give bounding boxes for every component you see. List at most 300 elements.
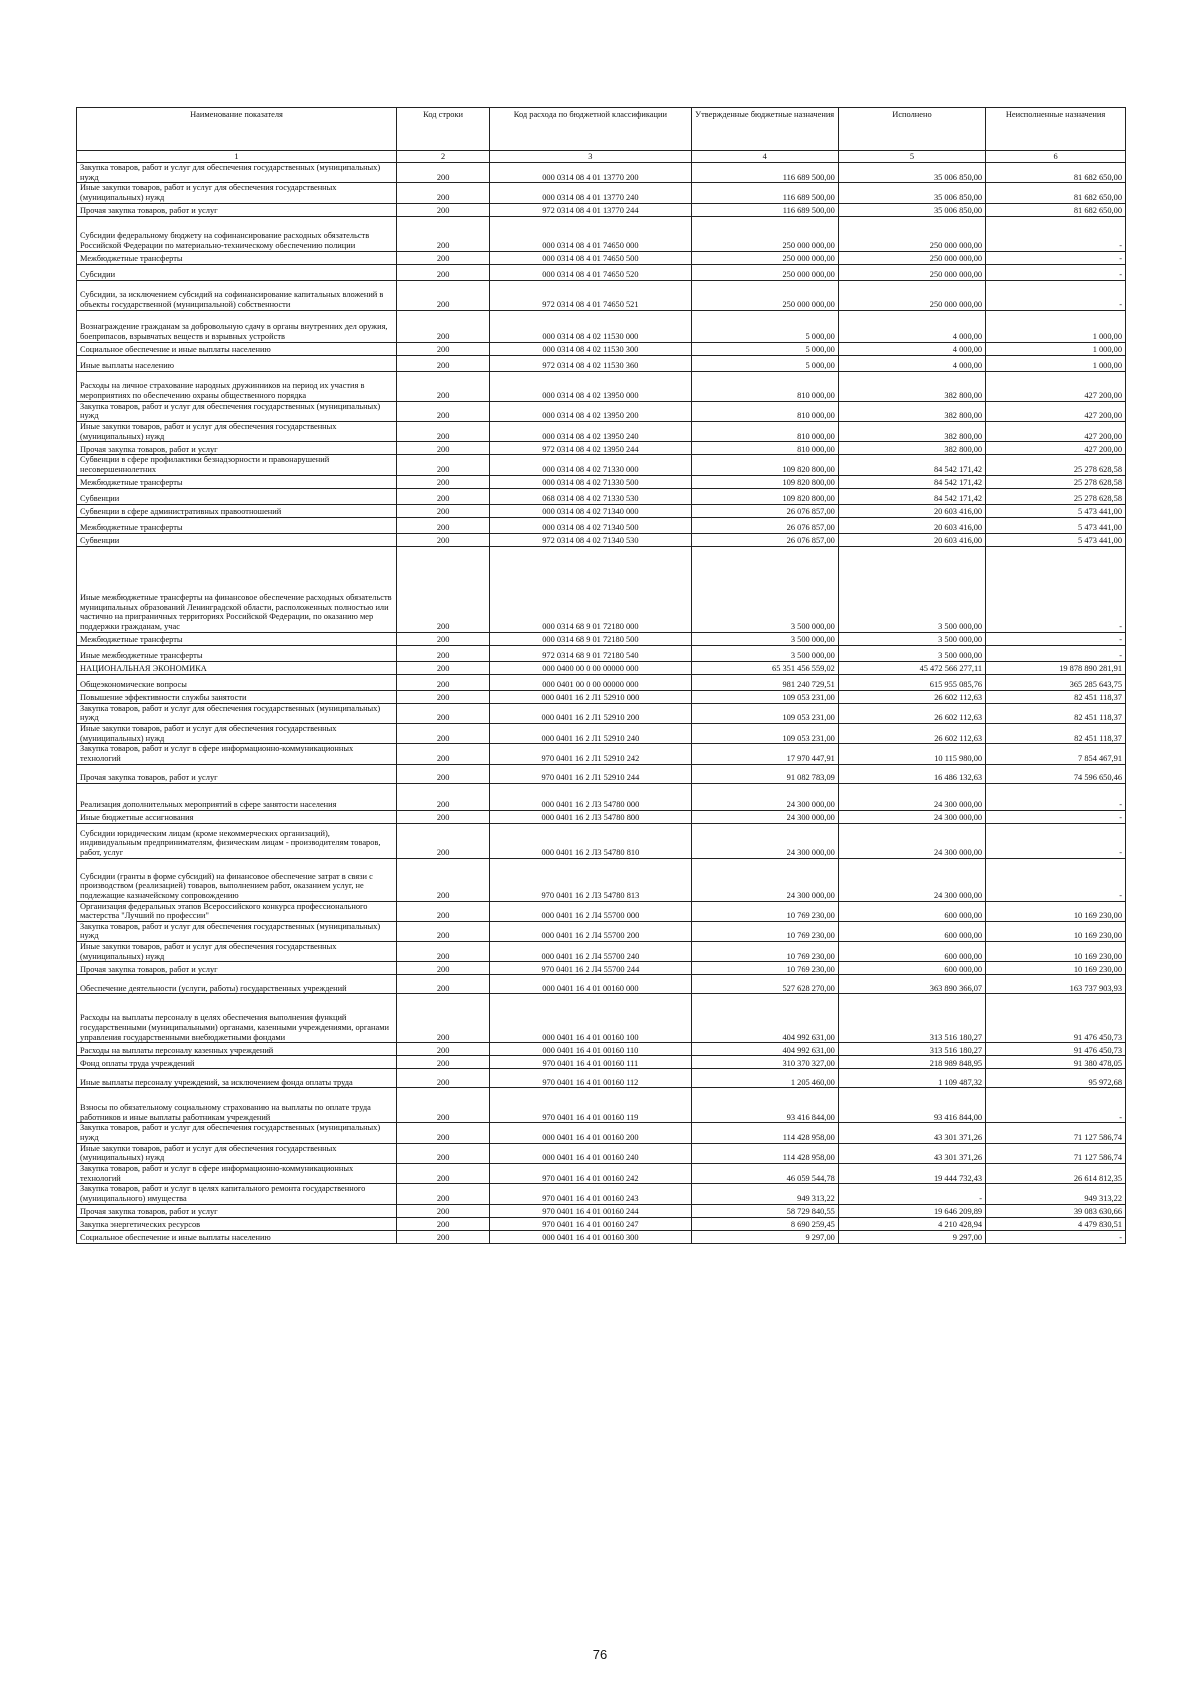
table-cell-line-code: 200: [396, 1164, 489, 1184]
table-cell-unexecuted: 163 737 903,93: [986, 975, 1126, 994]
table-cell-approved: 810 000,00: [691, 421, 838, 441]
table-cell-approved: 91 082 783,09: [691, 764, 838, 783]
table-cell-executed: 313 516 180,27: [838, 994, 985, 1043]
table-cell-line-code: 200: [396, 975, 489, 994]
table-cell-approved: 26 076 857,00: [691, 517, 838, 533]
table-cell-unexecuted: 949 313,22: [986, 1184, 1126, 1204]
table-cell-executed: 600 000,00: [838, 942, 985, 962]
table-cell-approved: 114 428 958,00: [691, 1123, 838, 1143]
table-cell-name: Повышение эффективности службы занятости: [77, 690, 397, 703]
table-row: [77, 442, 1126, 455]
header-unexecuted: Неисполненные назначения: [986, 108, 1126, 151]
table-row: [77, 183, 1126, 203]
table-cell-classification-code: 000 0401 16 2 Л1 52910 000: [490, 690, 691, 703]
table-cell-classification-code: 000 0401 16 2 Л4 55700 200: [490, 921, 691, 941]
table-cell-unexecuted: -: [986, 858, 1126, 901]
header-executed: Исполнено: [838, 108, 985, 151]
table-cell-unexecuted: -: [986, 810, 1126, 823]
table-cell-approved: 3 500 000,00: [691, 632, 838, 645]
table-row: [77, 421, 1126, 441]
table-row: [77, 1123, 1126, 1143]
table-cell-line-code: 200: [396, 517, 489, 533]
table-cell-name: Иные бюджетные ассигнования: [77, 810, 397, 823]
table-cell-line-code: 200: [396, 764, 489, 783]
table-cell-classification-code: 000 0314 68 9 01 72180 500: [490, 632, 691, 645]
table-cell-name: Субвенции в сфере административных правоотношений: [77, 504, 397, 517]
column-number: 2: [396, 151, 489, 163]
table-cell-approved: 26 076 857,00: [691, 504, 838, 517]
table-cell-executed: 10 115 980,00: [838, 744, 985, 764]
table-cell-line-code: 200: [396, 690, 489, 703]
table-cell-unexecuted: 82 451 118,37: [986, 703, 1126, 723]
table-cell-line-code: 200: [396, 421, 489, 441]
table-cell-executed: 1 109 487,32: [838, 1069, 985, 1088]
table-cell-approved: 250 000 000,00: [691, 280, 838, 310]
table-row: [77, 1056, 1126, 1069]
table-cell-line-code: 200: [396, 661, 489, 674]
table-cell-classification-code: 000 0401 16 2 Л1 52910 200: [490, 703, 691, 723]
table-body: [77, 163, 1126, 1244]
table-cell-line-code: 200: [396, 342, 489, 355]
table-cell-line-code: 200: [396, 1123, 489, 1143]
table-row: [77, 674, 1126, 690]
table-cell-unexecuted: -: [986, 783, 1126, 810]
table-cell-classification-code: 000 0401 16 4 01 00160 300: [490, 1230, 691, 1243]
table-cell-approved: 5 000,00: [691, 310, 838, 342]
table-row: [77, 764, 1126, 783]
column-number: 5: [838, 151, 985, 163]
table-cell-approved: 24 300 000,00: [691, 823, 838, 858]
table-cell-classification-code: 000 0314 08 4 01 74650 520: [490, 264, 691, 280]
header-budget-classification-code: Код расхода по бюджетной классификации: [490, 108, 691, 151]
table-cell-classification-code: 000 0401 16 4 01 00160 240: [490, 1143, 691, 1163]
table-cell-name: Иные закупки товаров, работ и услуг для обеспечения государственных (муниципальных) нужд: [77, 183, 397, 203]
table-cell-line-code: 200: [396, 645, 489, 661]
table-cell-executed: 4 210 428,94: [838, 1217, 985, 1230]
table-cell-executed: 35 006 850,00: [838, 183, 985, 203]
table-cell-classification-code: 000 0314 08 4 01 13770 200: [490, 163, 691, 183]
table-row: [77, 533, 1126, 546]
table-cell-name: Расходы на выплаты персоналу казенных учреждений: [77, 1043, 397, 1056]
table-cell-name: Закупка товаров, работ и услуг для обеспечения государственных (муниципальных) нужд: [77, 921, 397, 941]
table-row: [77, 517, 1126, 533]
table-cell-approved: 250 000 000,00: [691, 251, 838, 264]
table-cell-line-code: 200: [396, 1069, 489, 1088]
table-cell-approved: 58 729 840,55: [691, 1204, 838, 1217]
table-cell-line-code: 200: [396, 455, 489, 475]
table-cell-line-code: 200: [396, 783, 489, 810]
table-cell-line-code: 200: [396, 1088, 489, 1123]
table-cell-unexecuted: -: [986, 823, 1126, 858]
table-row: [77, 810, 1126, 823]
page-number: 76: [592, 1647, 608, 1662]
table-cell-approved: 810 000,00: [691, 371, 838, 401]
table-cell-unexecuted: 81 682 650,00: [986, 203, 1126, 216]
table-cell-name: Фонд оплаты труда учреждений: [77, 1056, 397, 1069]
table-cell-classification-code: 972 0314 08 4 02 71340 530: [490, 533, 691, 546]
table-cell-executed: 93 416 844,00: [838, 1088, 985, 1123]
table-cell-classification-code: 000 0314 68 9 01 72180 000: [490, 546, 691, 632]
table-cell-name: Субсидии (гранты в форме субсидий) на финансовое обеспечение затрат в связи с производством (реализацией) товаров, выполнением работ, оказанием услуг, не подлежащие казначейскому сопровождению: [77, 858, 397, 901]
table-cell-unexecuted: 25 278 628,58: [986, 455, 1126, 475]
table-row: [77, 783, 1126, 810]
table-cell-line-code: 200: [396, 371, 489, 401]
table-cell-name: Субсидии, за исключением субсидий на софинансирование капитальных вложений в объекты государственной (муниципальной) собственности: [77, 280, 397, 310]
table-cell-unexecuted: 5 473 441,00: [986, 504, 1126, 517]
table-cell-executed: 43 301 371,26: [838, 1143, 985, 1163]
table-cell-executed: 19 444 732,43: [838, 1164, 985, 1184]
table-cell-unexecuted: 91 476 450,73: [986, 1043, 1126, 1056]
table-row: [77, 475, 1126, 488]
table-cell-line-code: 200: [396, 1043, 489, 1056]
table-cell-unexecuted: 95 972,68: [986, 1069, 1126, 1088]
table-cell-classification-code: 000 0314 08 4 02 71330 000: [490, 455, 691, 475]
table-cell-name: Прочая закупка товаров, работ и услуг: [77, 442, 397, 455]
table-cell-name: Вознаграждение гражданам за добровольную сдачу в органы внутренних дел оружия, боеприпасов, взрывчатых веществ и взрывных устройств: [77, 310, 397, 342]
table-row: [77, 942, 1126, 962]
table-cell-classification-code: 970 0401 16 2 Л3 54780 813: [490, 858, 691, 901]
table-row: [77, 632, 1126, 645]
table-cell-name: НАЦИОНАЛЬНАЯ ЭКОНОМИКА: [77, 661, 397, 674]
table-cell-approved: 24 300 000,00: [691, 783, 838, 810]
table-cell-unexecuted: 427 200,00: [986, 421, 1126, 441]
table-cell-unexecuted: 39 083 630,66: [986, 1204, 1126, 1217]
table-cell-unexecuted: 71 127 586,74: [986, 1143, 1126, 1163]
table-cell-name: Субсидии: [77, 264, 397, 280]
table-cell-name: Прочая закупка товаров, работ и услуг: [77, 203, 397, 216]
table-cell-approved: 17 970 447,91: [691, 744, 838, 764]
table-cell-approved: 810 000,00: [691, 442, 838, 455]
table-cell-executed: 382 800,00: [838, 371, 985, 401]
table-row: [77, 371, 1126, 401]
table-cell-line-code: 200: [396, 203, 489, 216]
table-cell-line-code: 200: [396, 251, 489, 264]
table-cell-name: Закупка товаров, работ и услуг в сфере информационно-коммуникационных технологий: [77, 744, 397, 764]
table-cell-executed: 250 000 000,00: [838, 264, 985, 280]
table-cell-executed: 382 800,00: [838, 421, 985, 441]
table-cell-name: Организация федеральных этапов Всероссийского конкурса профессионального мастерства "Лучший по профессии": [77, 901, 397, 921]
table-cell-line-code: 200: [396, 488, 489, 504]
table-cell-line-code: 200: [396, 823, 489, 858]
table-cell-unexecuted: -: [986, 645, 1126, 661]
table-cell-name: Субвенции в сфере профилактики безнадзорности и правонарушений несовершеннолетних: [77, 455, 397, 475]
table-cell-executed: 218 989 848,95: [838, 1056, 985, 1069]
header-indicator-name: Наименование показателя: [77, 108, 397, 151]
table-cell-classification-code: 000 0314 08 4 02 13950 000: [490, 371, 691, 401]
table-cell-line-code: 200: [396, 921, 489, 941]
table-cell-classification-code: 000 0401 16 4 01 00160 000: [490, 975, 691, 994]
table-cell-line-code: 200: [396, 632, 489, 645]
table-cell-name: Реализация дополнительных мероприятий в сфере занятости населения: [77, 783, 397, 810]
table-cell-name: Взносы по обязательному социальному страхованию на выплаты по оплате труда работников и иные выплаты работникам учреждений: [77, 1088, 397, 1123]
table-cell-line-code: 200: [396, 962, 489, 975]
table-cell-name: Субсидии федеральному бюджету на софинансирование расходных обязательств Российской Федерации по материально-техническому обеспечению полиции: [77, 216, 397, 251]
table-cell-line-code: 200: [396, 1217, 489, 1230]
table-cell-approved: 116 689 500,00: [691, 203, 838, 216]
table-cell-approved: 109 053 231,00: [691, 723, 838, 743]
table-cell-classification-code: 000 0314 08 4 01 74650 000: [490, 216, 691, 251]
table-cell-classification-code: 970 0401 16 4 01 00160 112: [490, 1069, 691, 1088]
table-cell-classification-code: 000 0314 08 4 02 71340 500: [490, 517, 691, 533]
table-cell-executed: 24 300 000,00: [838, 810, 985, 823]
table-row: [77, 1204, 1126, 1217]
table-cell-unexecuted: 82 451 118,37: [986, 690, 1126, 703]
column-number: 4: [691, 151, 838, 163]
table-cell-executed: 250 000 000,00: [838, 216, 985, 251]
table-row: [77, 645, 1126, 661]
table-cell-approved: 981 240 729,51: [691, 674, 838, 690]
table-cell-executed: 313 516 180,27: [838, 1043, 985, 1056]
table-cell-unexecuted: 10 169 230,00: [986, 942, 1126, 962]
table-cell-name: Социальное обеспечение и иные выплаты населению: [77, 342, 397, 355]
table-cell-name: Общеэкономические вопросы: [77, 674, 397, 690]
table-cell-name: Иные закупки товаров, работ и услуг для обеспечения государственных (муниципальных) нужд: [77, 421, 397, 441]
table-cell-approved: 109 820 800,00: [691, 488, 838, 504]
table-cell-unexecuted: -: [986, 251, 1126, 264]
table-cell-approved: 404 992 631,00: [691, 994, 838, 1043]
table-row: [77, 401, 1126, 421]
column-number: 1: [77, 151, 397, 163]
table-cell-approved: 949 313,22: [691, 1184, 838, 1204]
table-row: [77, 163, 1126, 183]
table-cell-unexecuted: 5 473 441,00: [986, 533, 1126, 546]
table-cell-name: Иные закупки товаров, работ и услуг для обеспечения государственных (муниципальных) нужд: [77, 1143, 397, 1163]
table-cell-executed: 4 000,00: [838, 310, 985, 342]
table-row: [77, 690, 1126, 703]
table-cell-unexecuted: 427 200,00: [986, 401, 1126, 421]
table-cell-executed: 3 500 000,00: [838, 632, 985, 645]
table-cell-executed: 600 000,00: [838, 921, 985, 941]
table-cell-approved: 116 689 500,00: [691, 163, 838, 183]
table-row: [77, 251, 1126, 264]
table-cell-executed: 26 602 112,63: [838, 723, 985, 743]
table-cell-unexecuted: 7 854 467,91: [986, 744, 1126, 764]
table-cell-unexecuted: 25 278 628,58: [986, 488, 1126, 504]
table-cell-unexecuted: -: [986, 216, 1126, 251]
table-row: [77, 280, 1126, 310]
table-cell-executed: 4 000,00: [838, 342, 985, 355]
table-cell-name: Субвенции: [77, 488, 397, 504]
table-row: [77, 546, 1126, 632]
table-cell-approved: 1 205 460,00: [691, 1069, 838, 1088]
table-cell-unexecuted: 25 278 628,58: [986, 475, 1126, 488]
table-row: [77, 1069, 1126, 1088]
table-cell-executed: 615 955 085,76: [838, 674, 985, 690]
table-cell-unexecuted: 365 285 643,75: [986, 674, 1126, 690]
table-cell-unexecuted: 1 000,00: [986, 310, 1126, 342]
table-cell-approved: 3 500 000,00: [691, 546, 838, 632]
table-cell-line-code: 200: [396, 858, 489, 901]
table-cell-executed: 24 300 000,00: [838, 823, 985, 858]
table-cell-approved: 5 000,00: [691, 355, 838, 371]
table-cell-executed: 3 500 000,00: [838, 546, 985, 632]
table-cell-approved: 3 500 000,00: [691, 645, 838, 661]
table-cell-name: Иные закупки товаров, работ и услуг для обеспечения государственных (муниципальных) нужд: [77, 723, 397, 743]
table-row: [77, 962, 1126, 975]
table-cell-approved: 250 000 000,00: [691, 216, 838, 251]
table-row: [77, 310, 1126, 342]
table-cell-executed: 250 000 000,00: [838, 280, 985, 310]
table-cell-classification-code: 970 0401 16 4 01 00160 243: [490, 1184, 691, 1204]
table-row: [77, 858, 1126, 901]
table-cell-approved: 527 628 270,00: [691, 975, 838, 994]
table-cell-classification-code: 068 0314 08 4 02 71330 530: [490, 488, 691, 504]
table-cell-name: Межбюджетные трансферты: [77, 475, 397, 488]
table-cell-name: Закупка товаров, работ и услуг для обеспечения государственных (муниципальных) нужд: [77, 163, 397, 183]
table-cell-name: Иные межбюджетные трансферты на финансовое обеспечение расходных обязательств муниципальных образований Ленинградской области, расположенных полностью или частично на приграничных территориях Российской Федерации, по оказанию мер поддержки гражданам, учас: [77, 546, 397, 632]
table-cell-approved: 46 059 544,78: [691, 1164, 838, 1184]
table-cell-name: Закупка товаров, работ и услуг для обеспечения государственных (муниципальных) нужд: [77, 1123, 397, 1143]
table-cell-approved: 24 300 000,00: [691, 810, 838, 823]
table-cell-name: Иные выплаты персоналу учреждений, за исключением фонда оплаты труда: [77, 1069, 397, 1088]
table-cell-name: Расходы на личное страхование народных дружинников на период их участия в мероприятиях по обеспечению охраны общественного порядка: [77, 371, 397, 401]
table-cell-executed: 382 800,00: [838, 442, 985, 455]
table-row: [77, 203, 1126, 216]
table-cell-approved: 93 416 844,00: [691, 1088, 838, 1123]
table-cell-classification-code: 970 0401 16 2 Л4 55700 244: [490, 962, 691, 975]
table-cell-unexecuted: 71 127 586,74: [986, 1123, 1126, 1143]
table-cell-name: Иные межбюджетные трансферты: [77, 645, 397, 661]
table-cell-unexecuted: 1 000,00: [986, 342, 1126, 355]
table-cell-name: Закупка товаров, работ и услуг для обеспечения государственных (муниципальных) нужд: [77, 401, 397, 421]
table-cell-name: Прочая закупка товаров, работ и услуг: [77, 764, 397, 783]
table-cell-executed: 20 603 416,00: [838, 533, 985, 546]
table-cell-line-code: 200: [396, 183, 489, 203]
table-cell-executed: 20 603 416,00: [838, 504, 985, 517]
table-row: [77, 1043, 1126, 1056]
table-cell-unexecuted: -: [986, 264, 1126, 280]
table-cell-approved: 116 689 500,00: [691, 183, 838, 203]
table-row: [77, 455, 1126, 475]
table-cell-approved: 109 053 231,00: [691, 703, 838, 723]
table-cell-name: Иные выплаты населению: [77, 355, 397, 371]
table-cell-line-code: 200: [396, 546, 489, 632]
table-row: [77, 1143, 1126, 1163]
table-cell-unexecuted: 26 614 812,35: [986, 1164, 1126, 1184]
table-row: [77, 661, 1126, 674]
table-cell-unexecuted: 10 169 230,00: [986, 962, 1126, 975]
table-cell-approved: 250 000 000,00: [691, 264, 838, 280]
table-cell-unexecuted: 82 451 118,37: [986, 723, 1126, 743]
table-cell-unexecuted: 5 473 441,00: [986, 517, 1126, 533]
table-row: [77, 216, 1126, 251]
table-cell-line-code: 200: [396, 1184, 489, 1204]
table-row: [77, 921, 1126, 941]
table-cell-approved: 109 820 800,00: [691, 455, 838, 475]
column-number-row: [77, 151, 1126, 163]
table-cell-unexecuted: 10 169 230,00: [986, 921, 1126, 941]
table-cell-classification-code: 000 0401 16 2 Л3 54780 000: [490, 783, 691, 810]
table-row: [77, 342, 1126, 355]
table-cell-executed: 84 542 171,42: [838, 455, 985, 475]
table-cell-classification-code: 000 0401 16 2 Л4 55700 240: [490, 942, 691, 962]
table-cell-unexecuted: 427 200,00: [986, 371, 1126, 401]
table-row: [77, 703, 1126, 723]
table-cell-executed: 20 603 416,00: [838, 517, 985, 533]
header-line-code: Код строки: [396, 108, 489, 151]
table-cell-classification-code: 970 0401 16 4 01 00160 247: [490, 1217, 691, 1230]
table-cell-unexecuted: 91 380 478,05: [986, 1056, 1126, 1069]
table-row: [77, 823, 1126, 858]
table-cell-executed: 43 301 371,26: [838, 1123, 985, 1143]
table-cell-classification-code: 972 0314 68 9 01 72180 540: [490, 645, 691, 661]
table-row: [77, 504, 1126, 517]
table-cell-name: Социальное обеспечение и иные выплаты населению: [77, 1230, 397, 1243]
table-cell-line-code: 200: [396, 355, 489, 371]
table-row: [77, 1230, 1126, 1243]
table-cell-line-code: 200: [396, 942, 489, 962]
table-cell-line-code: 200: [396, 1056, 489, 1069]
table-cell-approved: 109 820 800,00: [691, 475, 838, 488]
table-cell-classification-code: 000 0314 08 4 02 13950 240: [490, 421, 691, 441]
table-cell-unexecuted: -: [986, 280, 1126, 310]
table-cell-name: Закупка товаров, работ и услуг в сфере информационно-коммуникационных технологий: [77, 1164, 397, 1184]
column-number: 6: [986, 151, 1126, 163]
table-cell-name: Субсидии юридическим лицам (кроме некоммерческих организаций), индивидуальным предпринимателям, физическим лицам - производителям товаров, работ, услуг: [77, 823, 397, 858]
table-cell-executed: 19 646 209,89: [838, 1204, 985, 1217]
table-cell-line-code: 200: [396, 163, 489, 183]
table-row: [77, 744, 1126, 764]
table-cell-name: Закупка товаров, работ и услуг для обеспечения государственных (муниципальных) нужд: [77, 703, 397, 723]
table-row: [77, 723, 1126, 743]
table-cell-approved: 9 297,00: [691, 1230, 838, 1243]
table-cell-classification-code: 970 0401 16 2 Л1 52910 242: [490, 744, 691, 764]
table-cell-unexecuted: 427 200,00: [986, 442, 1126, 455]
table-cell-classification-code: 000 0401 16 4 01 00160 100: [490, 994, 691, 1043]
table-cell-classification-code: 000 0314 08 4 01 74650 500: [490, 251, 691, 264]
table-cell-classification-code: 970 0401 16 4 01 00160 119: [490, 1088, 691, 1123]
table-cell-approved: 26 076 857,00: [691, 533, 838, 546]
table-cell-line-code: 200: [396, 533, 489, 546]
table-cell-name: Иные закупки товаров, работ и услуг для обеспечения государственных (муниципальных) нужд: [77, 942, 397, 962]
table-cell-classification-code: 972 0314 08 4 02 13950 244: [490, 442, 691, 455]
table-cell-classification-code: 000 0401 00 0 00 00000 000: [490, 674, 691, 690]
table-cell-line-code: 200: [396, 216, 489, 251]
table-cell-classification-code: 972 0314 08 4 01 74650 521: [490, 280, 691, 310]
table-cell-name: Закупка энергетических ресурсов: [77, 1217, 397, 1230]
table-cell-classification-code: 000 0314 08 4 02 11530 000: [490, 310, 691, 342]
table-cell-executed: 24 300 000,00: [838, 783, 985, 810]
table-cell-executed: 4 000,00: [838, 355, 985, 371]
table-cell-classification-code: 970 0401 16 4 01 00160 244: [490, 1204, 691, 1217]
table-cell-executed: 26 602 112,63: [838, 703, 985, 723]
table-cell-name: Закупка товаров, работ и услуг в целях капитального ремонта государственного (муниципального) имущества: [77, 1184, 397, 1204]
table-row: [77, 1088, 1126, 1123]
table-cell-executed: 382 800,00: [838, 401, 985, 421]
table-cell-classification-code: 000 0401 16 4 01 00160 200: [490, 1123, 691, 1143]
table-cell-classification-code: 000 0314 08 4 02 71330 500: [490, 475, 691, 488]
table-cell-executed: 363 890 366,07: [838, 975, 985, 994]
table-cell-line-code: 200: [396, 1230, 489, 1243]
table-cell-unexecuted: 74 596 650,46: [986, 764, 1126, 783]
table-cell-approved: 8 690 259,45: [691, 1217, 838, 1230]
table-cell-classification-code: 000 0401 16 2 Л4 55700 000: [490, 901, 691, 921]
table-cell-classification-code: 970 0401 16 4 01 00160 242: [490, 1164, 691, 1184]
table-cell-approved: 5 000,00: [691, 342, 838, 355]
table-row: [77, 264, 1126, 280]
table-cell-executed: 35 006 850,00: [838, 203, 985, 216]
table-cell-classification-code: 000 0401 16 2 Л1 52910 240: [490, 723, 691, 743]
table-cell-executed: 45 472 566 277,11: [838, 661, 985, 674]
table-header-row: [77, 108, 1126, 151]
table-cell-name: Межбюджетные трансферты: [77, 251, 397, 264]
table-cell-executed: 84 542 171,42: [838, 488, 985, 504]
table-cell-executed: 3 500 000,00: [838, 645, 985, 661]
table-cell-line-code: 200: [396, 442, 489, 455]
table-cell-approved: 10 769 230,00: [691, 942, 838, 962]
table-cell-executed: 9 297,00: [838, 1230, 985, 1243]
table-cell-approved: 65 351 456 559,02: [691, 661, 838, 674]
